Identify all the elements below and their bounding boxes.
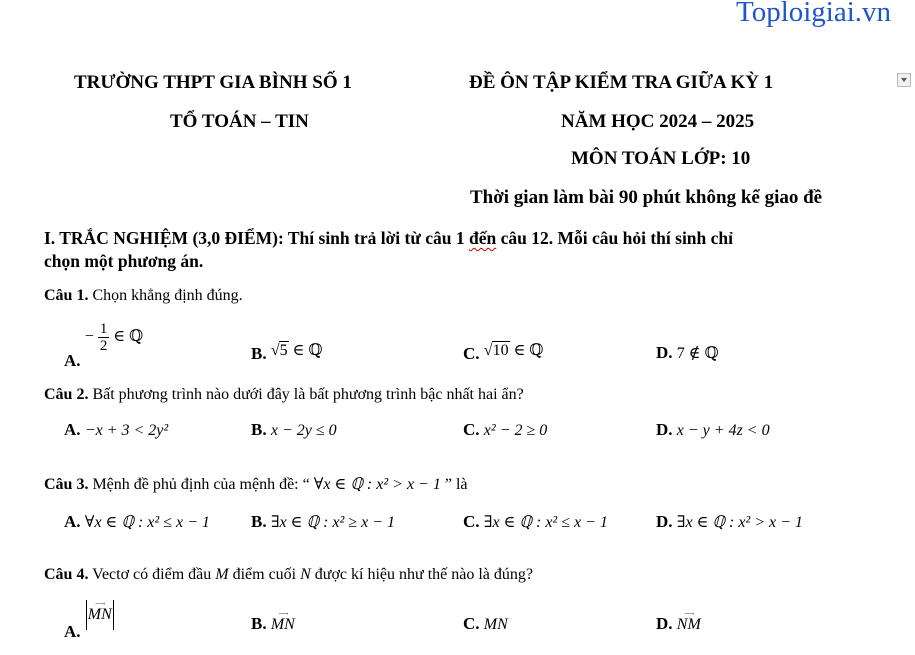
subject-grade: MÔN TOÁN LỚP: 10 [571,148,751,169]
dropdown-arrow-icon[interactable] [897,73,911,87]
spellcheck-flag[interactable]: đến [469,228,497,248]
question-1-option-c[interactable] [463,340,544,363]
option-letter: A. [64,621,81,641]
option-letter: A. [64,512,81,531]
variable-n: N [300,566,311,583]
option-math: x − y + 4z < 0 [676,422,770,439]
question-4 [44,566,533,584]
option-letter: D. [656,614,673,633]
question-4-option-b[interactable] [251,610,295,634]
vector-arrow-icon: ⟶ [95,599,105,608]
vector-arrow-icon: ⟶ [278,610,288,618]
question-label: Câu 4. [44,566,89,583]
option-letter: B. [251,420,267,439]
brand-watermark[interactable]: Toploigiai.vn [736,0,892,28]
exam-duration: Thời gian làm bài 90 phút không kể giao đề [470,187,823,208]
question-1-option-a[interactable] [64,318,144,371]
vector-mn: ⟶ MN [270,610,295,633]
option-letter: B. [251,614,267,633]
question-2-option-c[interactable] [463,420,547,440]
option-math: ∃x ∈ ℚ : x² > x − 1 [676,514,803,531]
question-3 [44,474,468,494]
question-text: Mệnh đề phủ định của mệnh đề: “ [88,476,310,493]
fraction-denominator: 2 [99,338,108,354]
fraction-numerator: 1 [99,321,108,337]
question-3-option-c[interactable] [463,512,608,532]
option-math: √5 ∈ ℚ [270,342,323,359]
question-2-option-d[interactable] [656,420,770,440]
question-3-option-d[interactable] [656,512,803,532]
school-name: TRƯỜNG THPT GIA BÌNH SỐ 1 [74,72,352,93]
option-math: ∀x ∈ ℚ : x² ≤ x − 1 [84,514,210,531]
question-text: Bất phương trình nào dưới đây là bất phương trình bậc nhất hai ẩn? [88,386,524,403]
option-letter: D. [656,420,673,439]
option-letter: B. [251,512,267,531]
question-math: ∀x ∈ ℚ : x² > x − 1 [309,476,445,493]
radicand: 5 [279,342,288,359]
option-letter: C. [463,512,480,531]
section-title-part2: câu 12. Mỗi câu hỏi thí sinh chỉ [496,228,734,248]
question-label: Câu 2. [44,386,89,403]
question-label: Câu 1. [44,287,89,304]
set-membership: ∈ ℚ [513,342,544,359]
question-3-option-a[interactable] [64,512,210,532]
question-2-option-a[interactable] [64,420,168,440]
question-4-option-c[interactable] [463,614,508,634]
question-1-option-b[interactable] [251,340,323,363]
radicand: 10 [492,342,509,359]
school-year: NĂM HỌC 2024 – 2025 [561,111,755,132]
option-math [85,599,115,623]
question-2-option-b[interactable] [251,420,337,440]
option-math: x − 2y ≤ 0 [270,422,337,439]
option-math: −x + 3 < 2y² [84,422,169,439]
option-math: √10 ∈ ℚ [483,342,544,359]
section-title-part1: I. TRẮC NGHIỆM (3,0 ĐIỂM): Thí sinh trả lời từ câu 1 [44,228,469,248]
option-letter: C. [463,344,480,363]
question-1-option-d[interactable] [656,343,719,363]
exam-title: ĐỀ ÔN TẬP KIỂM TRA GIỮA KỲ 1 [469,72,774,93]
question-text-end: ” là [444,476,468,493]
option-letter: D. [656,512,673,531]
option-letter: C. [463,614,480,633]
section-title-line2: chọn một phương án. [44,251,204,271]
variable-m: M [215,566,229,583]
option-letter: C. [463,420,480,439]
fraction [98,321,110,354]
minus-sign: − [84,328,94,346]
option-letter: D. [656,343,673,362]
option-math [84,321,144,354]
option-math: x² − 2 ≥ 0 [483,422,548,439]
vector-nm: ⟶ NM [676,610,701,633]
set-membership: ∈ ℚ [113,328,144,346]
option-math: ∃x ∈ ℚ : x² ≥ x − 1 [270,514,395,531]
department-name: TỔ TOÁN – TIN [170,111,309,132]
vector-mn: ⟶ MN [87,599,112,623]
option-letter: B. [251,344,267,363]
question-4-option-d[interactable] [656,610,701,634]
question-2 [44,386,524,404]
abs-bar-left [86,600,87,630]
option-letter: A. [64,351,81,371]
option-math: MN [483,616,508,633]
question-3-option-b[interactable] [251,512,395,532]
question-text-mid: điểm cuối [228,566,301,583]
option-letter: A. [64,420,81,439]
question-text-end: được kí hiệu như thế nào là đúng? [310,566,533,583]
vector-arrow-icon: ⟶ [684,610,694,618]
option-math: 7 ∉ ℚ [676,345,719,362]
option-math: ∃x ∈ ℚ : x² ≤ x − 1 [483,514,608,531]
question-label: Câu 3. [44,476,89,493]
question-4-option-a[interactable] [64,599,115,641]
abs-bar-right [113,600,114,630]
set-membership: ∈ ℚ [292,342,323,359]
question-text: Chọn khẳng định đúng. [88,287,243,304]
question-text: Vectơ có điểm đầu [88,566,216,583]
section-title [44,227,733,249]
question-1 [44,287,243,305]
